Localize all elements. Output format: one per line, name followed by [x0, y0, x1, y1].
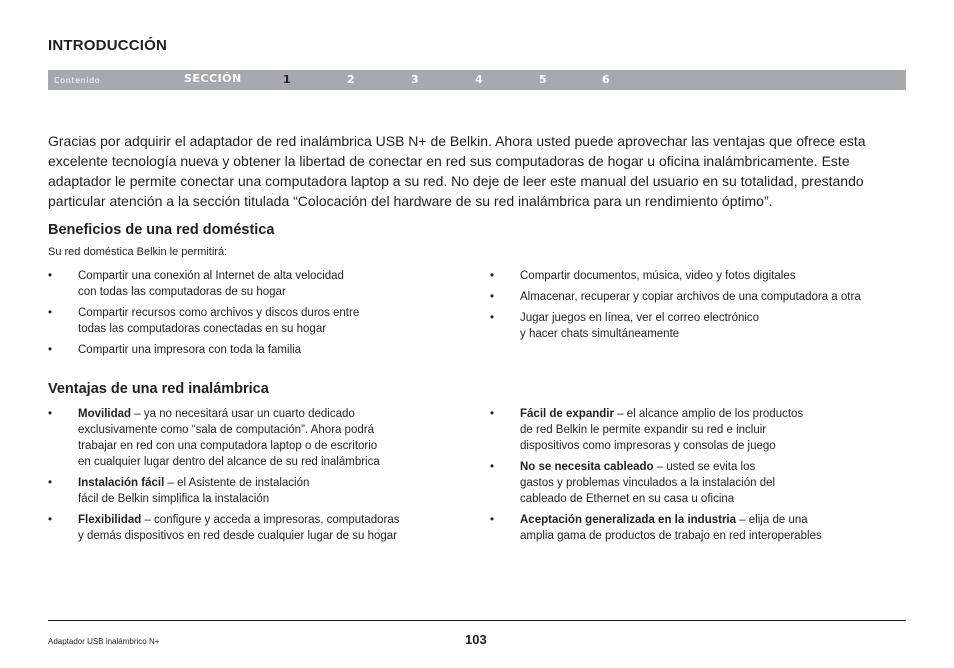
bullet-icon: •: [48, 408, 53, 420]
list-item: • Instalación fácil – el Asistente de instalación fácil de Belkin simplifica la instalación: [48, 477, 310, 505]
bullet-icon: •: [48, 477, 53, 489]
bullet-icon: •: [48, 344, 53, 356]
list-item: • Almacenar, recuperar y copiar archivos de una computadora a otra: [490, 291, 861, 303]
section-link-4[interactable]: 4: [475, 73, 483, 86]
list-item: • Fácil de expandir – el alcance amplio de los productos de red Belkin le permite expandir su red e incluir dispositivos como impresoras y consolas de juego: [490, 408, 804, 452]
bullet-icon: •: [48, 270, 53, 282]
page-heading: INTRODUCCIÓN: [48, 37, 168, 54]
bullet-icon: •: [490, 461, 495, 473]
home-network-title: Beneficios de una red doméstica: [48, 222, 275, 238]
home-benefits-right: [490, 268, 910, 342]
list-item: • Compartir una impresora con toda la familia: [48, 344, 302, 356]
list-item: • Jugar juegos en línea, ver el correo electrónico y hacer chats simultáneamente: [490, 312, 760, 340]
list-item: • Compartir una conexión al Internet de alta velocidad con todas las computadoras de su hogar: [48, 270, 344, 298]
wireless-title: Ventajas de una red inalámbrica: [48, 381, 269, 397]
bullet-icon: •: [490, 408, 495, 420]
list-item: • Flexibilidad – configure y acceda a impresoras, computadoras y demás dispositivos en red desde cualquier lugar de su hogar: [48, 514, 400, 542]
section-link-6[interactable]: 6: [602, 73, 610, 86]
wireless-advantages-left: [48, 406, 468, 544]
home-network-lead: Su red doméstica Belkin le permitirá:: [48, 246, 228, 258]
list-item: • Movilidad – ya no necesitará usar un cuarto dedicado exclusivamente como “sala de computación”. Ahora podrá trabajar en red con una computadora laptop o de escritorio en cualquier lugar dentro del alcance de su red inalámbrica: [48, 408, 380, 468]
footer-divider: [48, 620, 906, 621]
section-nav-bar: [48, 70, 906, 90]
section-label: SECCIÓN: [184, 72, 242, 85]
home-benefits-left: [48, 268, 468, 358]
bullet-icon: •: [48, 307, 53, 319]
list-item: • Compartir documentos, música, video y fotos digitales: [490, 270, 796, 282]
section-link-1[interactable]: 1: [283, 73, 291, 86]
list-item: • Compartir recursos como archivos y discos duros entre todas las computadoras conectadas en su hogar: [48, 307, 360, 335]
section-link-5[interactable]: 5: [539, 73, 547, 86]
bullet-icon: •: [490, 514, 495, 526]
page-number: 103: [465, 632, 487, 647]
footer-product-name: Adaptador USB inalámbrico N+: [48, 637, 160, 646]
bullet-icon: •: [490, 312, 495, 324]
bullet-icon: •: [490, 270, 495, 282]
intro-paragraph: Gracias por adquirir el adaptador de red inalámbrica USB N+ de Belkin. Ahora usted puede aprovechar las ventajas que ofrece esta excelente tecnología nueva y obtener la libertad de conectar en red sus computadoras de hogar u oficina inalámbricamente. Este adaptador le permite conectar una computadora laptop a su red. No deje de leer este manual del usuario en su totalidad, prestando particular atención a la sección titulada “Colocación del hardware de su red inalámbrica para un rendimiento óptimo”.: [48, 133, 866, 209]
list-item: • No se necesita cableado – usted se evita los gastos y problemas vinculados a la instalación del cableado de Ethernet en su casa u oficina: [490, 461, 776, 505]
bullet-icon: •: [490, 291, 495, 303]
contents-link[interactable]: Contenido: [54, 76, 101, 85]
section-link-2[interactable]: 2: [347, 73, 355, 86]
wireless-advantages-right: [490, 406, 910, 544]
section-link-3[interactable]: 3: [411, 73, 419, 86]
bullet-icon: •: [48, 514, 53, 526]
list-item: • Aceptación generalizada en la industria – elija de una amplia gama de productos de trabajo en red interoperables: [490, 514, 822, 542]
